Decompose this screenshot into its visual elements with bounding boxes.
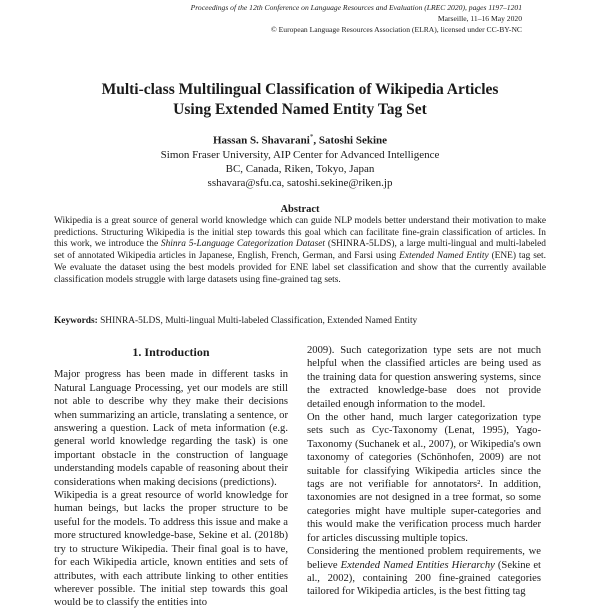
right-paragraph-2: On the other hand, much larger categorization type sets such as Cyc-Taxonomy (Lenat, 1995), Yago-Taxonomy (Suchanek et al., 2007), or Wikipedia's own taxonomy of categories (Schönhofen, 2009) are not suitable for classifying Wikipedia articles since the tags are not verifiable for annotators². In addition, taxonomies are not designed in a tree format, so some categories might have multiple super-categories and this would make the verification process much harder for articles discussing multiple topics.	[307, 412, 541, 544]
abstract-text-a: Wikipedia is a great source of general world knowledge which can guide NLP models better understand their motivation to make predictions. Structuring Wikipedia is the initial step towards this goal which can facilitate fine-grain classification of articles. In this work, we introduce the	[54, 216, 546, 250]
abstract-dataset-name: Shinra 5-Language Categorization Dataset	[160, 239, 326, 250]
title-line-1: Multi-class Multilingual Classification of Wikipedia Articles	[101, 81, 499, 98]
title-line-2: Using Extended Named Entity Tag Set	[173, 101, 427, 118]
proceedings-line-3: © European Language Resources Association (ELRA), licensed under CC-BY-NC	[270, 25, 522, 34]
author-first: Hassan S. Shavarani	[212, 134, 310, 147]
affiliation-1: Simon Fraser University, AIP Center for Advanced Intelligence	[160, 148, 440, 161]
intro-paragraph-1: Major progress has been made in different tasks in Natural Language Processing, yet our models are still not able to describe why they make their decisions when summarizing an article, translating a sentence, or answering a question. Lack of meta information (e.g. general world knowledge regarding the task) is one important obstacle in the construction of language understanding models capable of reasoning about their considerations when making decisions (predictions).	[54, 369, 288, 488]
keywords-label: Keywords:	[54, 316, 98, 326]
author-mark: *	[309, 133, 314, 141]
left-column	[54, 344, 288, 610]
keywords-text: SHINRA-5LDS, Multi-lingual Multi-labeled Classification, Extended Named Entity	[97, 316, 418, 326]
proceedings-line-1: Proceedings of the 12th Conference on Language Resources and Evaluation (LREC 2020), pages 1197–1201	[190, 3, 522, 12]
proceedings-line-2: Marseille, 11–16 May 2020	[437, 14, 522, 23]
intro-paragraph-2: Wikipedia is a great resource of world knowledge for human beings, but lacks the proper structure to be useful for the models. To address this issue and make a more structured knowledge-base, Sekine et al. (2018b) try to structure Wikipedia. Their final goal is to have, for each Wikipedia article, known entities and sets of attributes, with each attribute linking to other entities wherever possible. The initial step towards this goal would be to classify the entities into	[54, 490, 288, 609]
author-names	[0, 130, 600, 148]
author-block	[0, 130, 600, 190]
section-heading-introduction: 1. Introduction	[132, 345, 210, 359]
right-paragraph-1: 2009). Such categorization type sets are not much helpful when the classified articles are being used as the training data for question answering systems, since the extracted knowledge-base does not provide detailed enough information to the model.	[307, 345, 541, 410]
right-column	[307, 344, 541, 599]
paper-title	[0, 80, 600, 120]
right-p3-emph: Extended Named Entities Hierarchy	[340, 559, 495, 571]
author-emails: sshavara@sfu.ca, satoshi.sekine@riken.jp	[207, 176, 393, 189]
proceedings-header	[191, 2, 522, 35]
right-p3-text-a: Considering the mentioned problem requirements, we believe	[307, 546, 541, 571]
abstract-text-b: (SHINRA-5LDS), a large multi-lingual and multi-labeled set of annotated Wikipedia articles in Japanese, English, French, German, and Farsi using	[54, 239, 546, 262]
keywords	[54, 315, 546, 327]
abstract-ene-term: Extended Named Entity	[399, 251, 489, 262]
affiliation-2: BC, Canada, Riken, Tokyo, Japan	[225, 162, 375, 175]
author-rest: , Satoshi Sekine	[313, 134, 388, 147]
abstract-body	[54, 216, 546, 286]
abstract-text-c: (ENE) tag set. We evaluate the dataset using the best models provided for ENE label set classification and show that the currently available classification models struggle with large datasets using fine-grained tag sets.	[54, 251, 546, 285]
right-p3-text-b: (Sekine et al., 2002), containing 200 fine-grained categories tailored for Wikipedia articles, is the best fitting tag	[307, 559, 541, 598]
abstract-heading: Abstract	[280, 204, 320, 215]
right-paragraph-3	[307, 545, 541, 599]
